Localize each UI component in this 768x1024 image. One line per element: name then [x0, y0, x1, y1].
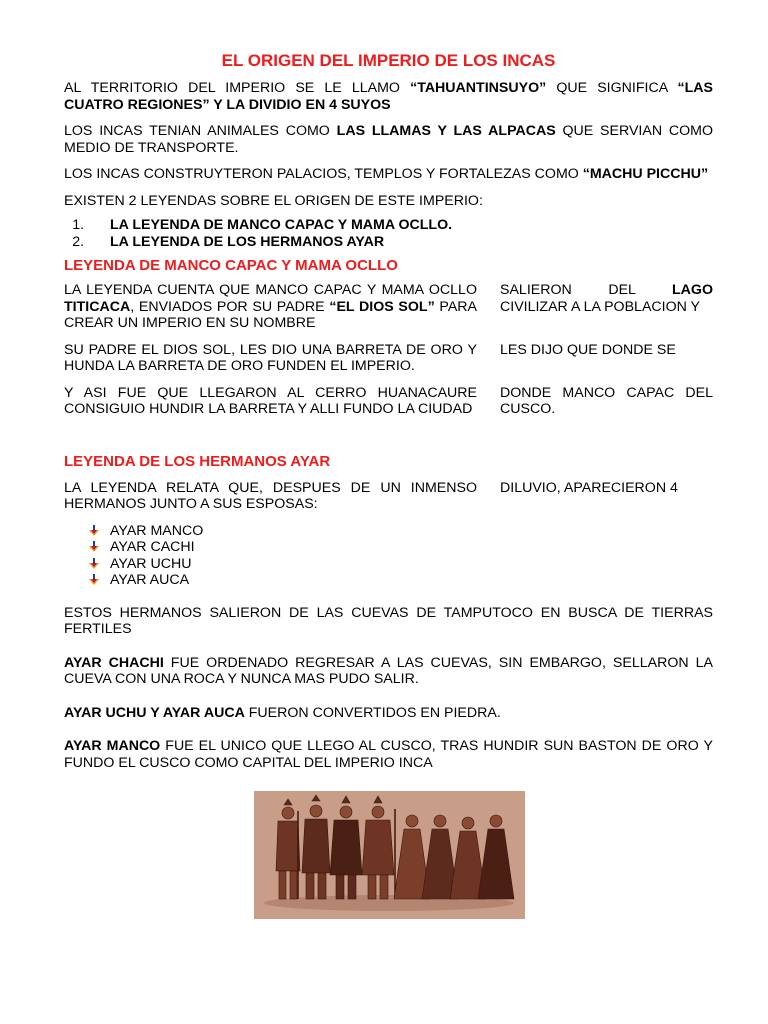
column-right: DILUVIO, APARECIERON 4: [500, 479, 678, 496]
list-item-label: AYAR CACHI: [110, 539, 195, 555]
arrow-down-icon: [88, 525, 110, 537]
paragraph-manco: [64, 738, 713, 771]
arrow-down-icon: [88, 541, 110, 553]
bold-text: “MACHU PICCHU”: [582, 166, 709, 182]
text: PARA CREAR UN IMPERIO EN SU NOMBRE: [64, 298, 478, 331]
list-item: 1. LA LEYENDA DE MANCO CAPAC Y MAMA OCLLO.: [88, 217, 713, 234]
bold-text: LAGO: [672, 282, 713, 298]
text: QUE SERVIAN COMO MEDIO DE TRANSPORTE.: [64, 123, 714, 156]
bold-text: AYAR CHACHI: [64, 654, 164, 671]
text: AL TERRITORIO DEL IMPERIO SE LE LLAMO: [64, 80, 411, 96]
section-heading-manco: LEYENDA DE MANCO CAPAC Y MAMA OCLLO: [64, 257, 398, 274]
paragraph-legends-intro: EXISTEN 2 LEYENDAS SOBRE EL ORIGEN DE ESTE IMPERIO:: [64, 192, 483, 209]
text: FUE EL UNICO QUE LLEGO AL CUSCO, TRAS HUNDIR SUN BASTON DE ORO Y FUNDO EL CUSCO COMO CAPITAL DEL IMPERIO INCA: [64, 738, 713, 771]
page-title: EL ORIGEN DEL IMPERIO DE LOS INCAS: [221, 51, 556, 70]
list-item: [88, 539, 713, 556]
inca-figures-illustration: [254, 791, 525, 919]
text: LA LEYENDA CUENTA QUE MANCO CAPAC Y MAMA OCLLO: [64, 282, 477, 298]
list-item-label: AYAR MANCO: [110, 522, 204, 539]
bold-text: AYAR MANCO: [64, 738, 161, 754]
bold-text: “TAHUANTINSUYO”: [410, 80, 547, 96]
paragraph-uchu: [64, 705, 713, 722]
bold-text: LAS LLAMAS Y LAS ALPACAS: [336, 123, 556, 139]
column-left: LA LEYENDA RELATA QUE, DESPUES DE UN INMENSO HERMANOS JUNTO A SUS ESPOSAS:: [64, 479, 477, 512]
text: , ENVIADOS POR SU PADRE: [130, 298, 330, 315]
text: CIVILIZAR A LA POBLACION Y: [500, 298, 701, 315]
column-left: [64, 282, 477, 332]
text: LOS INCAS TENIAN ANIMALES COMO: [64, 123, 337, 139]
paragraph-cuevas: ESTOS HERMANOS SALIERON DE LAS CUEVAS DE TAMPUTOCO EN BUSCA DE TIERRAS FERTILES: [64, 604, 713, 637]
paragraph-cachi: [64, 655, 713, 688]
bold-text: TITICACA: [64, 298, 131, 315]
text-row: [64, 282, 713, 332]
list-item: [88, 556, 713, 573]
document-page: [64, 50, 713, 771]
text: FUERON CONVERTIDOS EN PIEDRA.: [244, 704, 501, 721]
list-item: [88, 523, 713, 540]
list-item: 2. LA LEYENDA DE LOS HERMANOS AYAR: [88, 234, 713, 251]
list-item-label: AYAR AUCA: [110, 572, 190, 588]
text-row: [64, 480, 713, 513]
column-left: SU PADRE EL DIOS SOL, LES DIO UNA BARRETA DE ORO Y HUNDA LA BARRETA DE ORO FUNDEN EL IMPERIO.: [64, 341, 477, 374]
paragraph-constructions: [64, 166, 713, 183]
column-right: LES DIJO QUE DONDE SE: [500, 341, 676, 358]
bold-text: AYAR UCHU Y AYAR AUCA: [64, 704, 245, 721]
text: QUE SIGNIFICA: [546, 80, 678, 96]
bold-text: “LAS CUATRO REGIONES” Y LA DIVIDIO EN 4 SUYOS: [64, 80, 713, 113]
text: SALIERON DEL: [500, 282, 673, 298]
text: FUE ORDENADO REGRESAR A LAS CUEVAS, SIN EMBARGO, SELLARON LA CUEVA CON UNA ROCA Y NUNCA MAS PUDO SALIR.: [64, 654, 713, 687]
text: LOS INCAS CONSTRUYTERON PALACIOS, TEMPLOS Y FORTALEZAS COMO: [64, 166, 583, 182]
text-row: [64, 342, 713, 375]
column-right: DONDE MANCO CAPAC DEL CUSCO.: [500, 384, 713, 417]
paragraph-animals: [64, 123, 713, 156]
section-heading-ayar: LEYENDA DE LOS HERMANOS AYAR: [64, 452, 331, 470]
arrow-down-icon: [88, 574, 110, 586]
bold-text: “EL DIOS SOL”: [329, 298, 435, 315]
list-item: [88, 572, 713, 589]
paragraph-territory: [64, 80, 713, 113]
arrow-down-icon: [88, 558, 110, 570]
column-right: [500, 282, 713, 332]
brothers-list: [64, 523, 713, 589]
list-item-label: AYAR UCHU: [110, 555, 192, 572]
text-row: [64, 385, 713, 418]
legends-list: [64, 217, 713, 250]
column-left: Y ASI FUE QUE LLEGARON AL CERRO HUANACAURE CONSIGUIO HUNDIR LA BARRETA Y ALLI FUNDO LA CIUDAD: [64, 384, 477, 417]
